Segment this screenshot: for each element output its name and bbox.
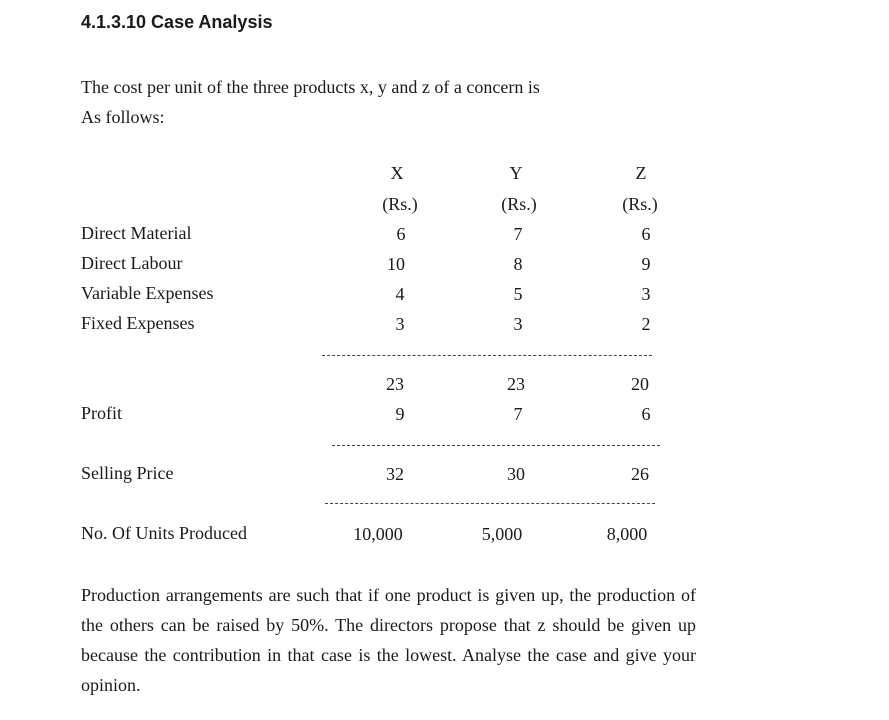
row-label-direct-material: Direct Material [81, 223, 192, 243]
cell-value: 8 [513, 254, 523, 274]
row-label-variable-expenses: Variable Expenses [81, 283, 214, 303]
cell-value: 7 [513, 224, 523, 244]
cell-value: 3 [513, 314, 523, 334]
profit-value: 7 [513, 404, 523, 424]
column-header-z: Z [635, 163, 647, 183]
cell-value: 6 [641, 224, 651, 244]
dashed-divider [322, 355, 652, 356]
row-label-units-produced: No. Of Units Produced [81, 523, 247, 543]
row-label-fixed-expenses: Fixed Expenses [81, 313, 195, 333]
total-cost-value: 23 [386, 374, 404, 394]
row-label-profit: Profit [81, 403, 123, 423]
cell-value: 5 [513, 284, 523, 304]
row-label-direct-labour: Direct Labour [81, 253, 183, 273]
intro-text [81, 72, 540, 132]
section-heading: 4.1.3.10 Case Analysis [81, 12, 273, 32]
total-cost-value: 23 [507, 374, 525, 394]
cell-value: 3 [395, 314, 405, 334]
column-header-y: Y [509, 163, 523, 183]
selling-price-value: 32 [386, 464, 404, 484]
cell-value: 2 [641, 314, 651, 334]
selling-price-value: 30 [507, 464, 525, 484]
cell-value: 10 [387, 254, 405, 274]
cell-value: 6 [396, 224, 406, 244]
selling-price-value: 26 [631, 464, 649, 484]
profit-value: 6 [641, 404, 651, 424]
column-unit-x: (Rs.) [382, 194, 418, 214]
dashed-divider [325, 503, 655, 504]
column-header-x: X [390, 163, 404, 183]
units-produced-value: 10,000 [353, 524, 403, 544]
intro-line: The cost per unit of the three products x, y and z of a concern is [81, 77, 540, 97]
total-cost-value: 20 [631, 374, 649, 394]
cell-value: 4 [395, 284, 405, 304]
closing-paragraph: Production arrangements are such that if one product is given up, the production of the others can be raised by 50%. The directors propose that z should be given up because the contribution in that case is the lowest. Analyse the case and give your opinion. [81, 585, 696, 695]
units-produced-value: 5,000 [481, 524, 523, 544]
cell-value: 3 [641, 284, 651, 304]
dashed-divider [332, 445, 660, 446]
column-unit-z: (Rs.) [622, 194, 658, 214]
column-unit-y: (Rs.) [501, 194, 537, 214]
row-label-selling-price: Selling Price [81, 463, 174, 483]
cell-value: 9 [641, 254, 651, 274]
intro-line: As follows: [81, 107, 165, 127]
profit-value: 9 [395, 404, 405, 424]
units-produced-value: 8,000 [606, 524, 648, 544]
